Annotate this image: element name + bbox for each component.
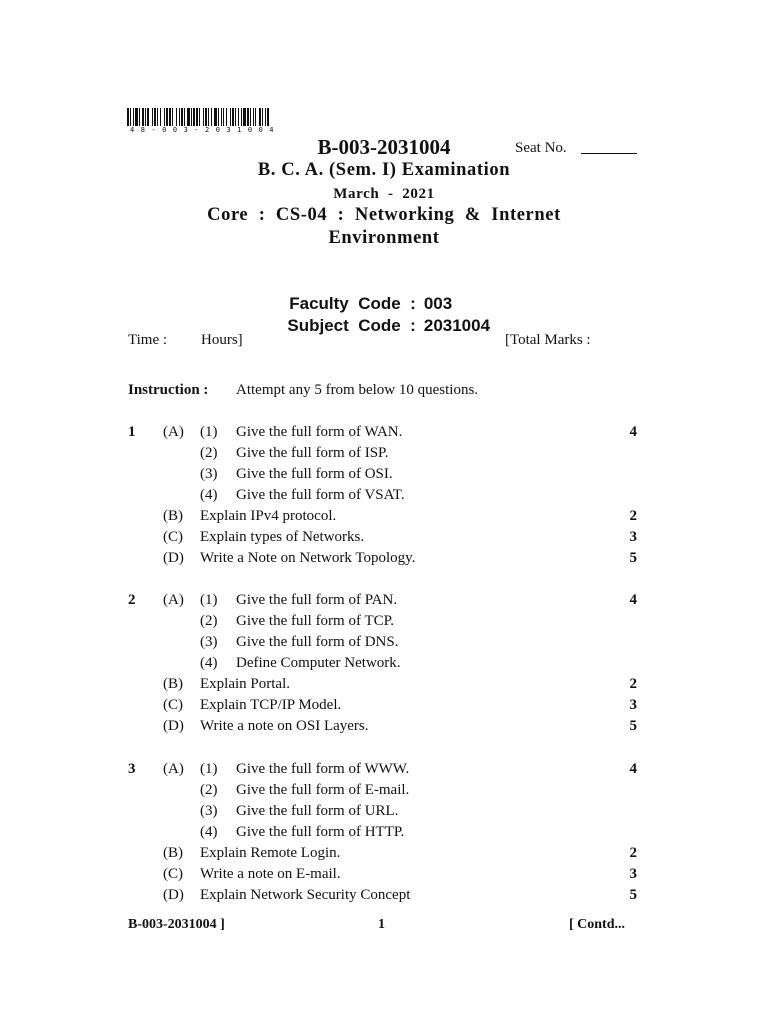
sub-question-label: (4) (200, 655, 218, 671)
barcode (127, 106, 373, 126)
sub-question-label: (3) (200, 634, 218, 650)
question-marks: 4 (629, 592, 637, 608)
question-text: Give the full form of HTTP. (236, 824, 405, 840)
question-text: Write a note on E-mail. (200, 866, 341, 882)
instruction-text: Attempt any 5 from below 10 questions. (236, 382, 479, 398)
exam-title: B. C. A. (Sem. I) Examination (257, 160, 511, 180)
question-text: Give the full form of DNS. (236, 634, 399, 650)
question-text: Write a Note on Network Topology. (200, 550, 416, 566)
question-part-label: (B) (163, 508, 183, 524)
subject-code (0, 296, 768, 336)
question-part-label: (C) (163, 529, 183, 545)
question-part-label: (D) (163, 718, 184, 734)
question-marks: 2 (629, 508, 637, 524)
question-text: Explain Network Security Concept (200, 887, 411, 903)
sub-question-label: (1) (200, 592, 218, 608)
sub-question-label: (2) (200, 445, 218, 461)
footer-paper-code: B-003-2031004 ] (128, 917, 225, 932)
sub-question-label: (4) (200, 824, 218, 840)
sub-question-label: (2) (200, 782, 218, 798)
question-text: Explain Portal. (200, 676, 290, 692)
subject-line-1: Core : CS-04 : Networking & Internet (207, 205, 561, 225)
question-text: Give the full form of VSAT. (236, 487, 405, 503)
sub-question-label: (3) (200, 803, 218, 819)
barcode-number: 48-003-2031004 (130, 126, 281, 134)
sub-question-label: (1) (200, 761, 218, 777)
question-text: Explain Remote Login. (200, 845, 341, 861)
question-marks: 3 (629, 866, 637, 882)
question-marks: 5 (629, 718, 637, 734)
subject-code-value: 2031004 (423, 316, 491, 335)
question-number: 3 (128, 761, 136, 777)
question-part-label: (B) (163, 845, 183, 861)
seat-no-line (581, 153, 637, 154)
question-text: Give the full form of ISP. (236, 445, 389, 461)
question-text: Give the full form of WWW. (236, 761, 410, 777)
sub-question-label: (3) (200, 466, 218, 482)
question-text: Explain IPv4 protocol. (200, 508, 337, 524)
question-part-label: (C) (163, 697, 183, 713)
question-marks: 2 (629, 845, 637, 861)
question-marks: 3 (629, 697, 637, 713)
sub-question-label: (2) (200, 613, 218, 629)
question-marks: 3 (629, 529, 637, 545)
question-text: Explain TCP/IP Model. (200, 697, 342, 713)
question-text: Give the full form of TCP. (236, 613, 395, 629)
exam-session: March - 2021 (333, 186, 435, 202)
question-part-label: (D) (163, 887, 184, 903)
continued-label: [ Contd... (569, 917, 626, 932)
subject-line-2: Environment (328, 228, 440, 248)
question-part-label: (A) (163, 592, 184, 608)
question-marks: 5 (629, 887, 637, 903)
question-part-label: (D) (163, 550, 184, 566)
question-part-label: (A) (163, 761, 184, 777)
question-text: Define Computer Network. (236, 655, 401, 671)
question-text: Give the full form of URL. (236, 803, 399, 819)
subject-code-label: Subject Code : (287, 316, 416, 335)
question-text: Give the full form of OSI. (236, 466, 393, 482)
question-marks: 4 (629, 761, 637, 777)
page-number: 1 (378, 917, 385, 932)
question-text: Explain types of Networks. (200, 529, 365, 545)
hours-label: Hours] (201, 332, 243, 348)
question-marks: 4 (629, 424, 637, 440)
question-number: 1 (128, 424, 136, 440)
question-text: Give the full form of WAN. (236, 424, 403, 440)
question-number: 2 (128, 592, 136, 608)
seat-no-label: Seat No. (515, 140, 567, 156)
instruction-label: Instruction : (128, 382, 209, 398)
faculty-code-value: 003 (423, 294, 453, 313)
question-part-label: (B) (163, 676, 183, 692)
total-marks-label: [Total Marks : (505, 332, 591, 348)
faculty-code-label: Faculty Code : (289, 294, 416, 313)
question-marks: 2 (629, 676, 637, 692)
question-text: Write a note on OSI Layers. (200, 718, 369, 734)
paper-code: B-003-2031004 (317, 135, 451, 159)
question-part-label: (C) (163, 866, 183, 882)
time-label: Time : (128, 332, 168, 348)
question-part-label: (A) (163, 424, 184, 440)
sub-question-label: (1) (200, 424, 218, 440)
sub-question-label: (4) (200, 487, 218, 503)
question-marks: 5 (629, 550, 637, 566)
question-text: Give the full form of E-mail. (236, 782, 410, 798)
question-text: Give the full form of PAN. (236, 592, 398, 608)
